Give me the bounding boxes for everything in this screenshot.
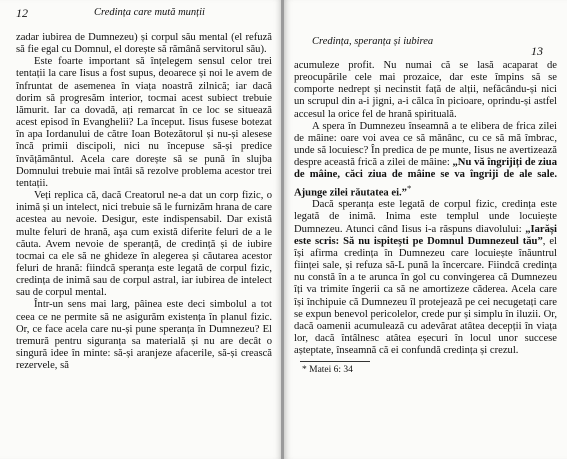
p2-text: A spera în Dumnezeu înseamnă a te elibera de frica zilei de mâine: oare voi avea ce să mănânc, cu ce să mă îmbrac, unde să locuiesc? În predica de pe munte, Iisus ne avertizează despre această frică a zilei de mâine: bbox=[294, 120, 557, 169]
left-paragraph-1: zadar iubirea de Dumnezeu) și corpul său mental (el refuză să fie egal cu Domnul, el dorește să rămână servitorul său). bbox=[16, 32, 272, 56]
right-paragraph-2 bbox=[294, 121, 557, 199]
p3-text-start: Dacă speranța este legată de corpul fizic, credința este legată de inimă. Inima este templul unde locuiește Dumnezeu. Atunci când Iisus i-a răspuns diavolului: bbox=[294, 199, 557, 235]
p2-quote: „Nu vă îngrijiți de ziua de mâine, căci ziua de mâine se va îngriji de ale sale. Ajunge zilei răutatea ei.” bbox=[294, 157, 557, 199]
right-page bbox=[284, 0, 567, 459]
p2-footnote-mark: * bbox=[406, 182, 412, 193]
left-running-title: Credința care mută munții bbox=[94, 7, 205, 18]
footnote-rule bbox=[300, 361, 370, 362]
right-running-header bbox=[294, 6, 557, 58]
left-paragraph-4: Într-un sens mai larg, pâinea este deci simbolul a tot ceea ce ne permite să ne asigurăm existența în planul fizic. Or, ce face acela care nu-și pune speranța în Dumnezeu? El tremură pentru siguranța sa materială și nu are decât o singură idee în minte: să-și aranjeze afacerile, să-și crească rezervele, să bbox=[16, 299, 272, 372]
right-paragraph-3 bbox=[294, 199, 557, 357]
left-running-header bbox=[16, 6, 272, 22]
left-page bbox=[0, 0, 282, 459]
right-body-text bbox=[294, 60, 557, 357]
left-paragraph-3: Veți replica că, dacă Creatorul ne-a dat un corp fizic, o inimă și un intelect, nici trebuie să le furnizăm hrana de care acestea au nevoie. Desigur, este indispensabil. Dar există multe feluri de hrană, aşa cum există diferite feluri de a le căuta. Avem nevoie de speranță, de credință și de iubire tocmai ca ele să ne ghideze în alegerea și căutarea acestor feluri de hrană: fiindcă speranța este legată de corpul fizic, credința de inimă sau de corpul astral, iar iubirea de intelect sau de corpul mental. bbox=[16, 190, 272, 299]
right-paragraph-1: acumuleze profit. Nu numai că se lasă acaparat de preocupările cele mai prozaice, dar este împins să se comporte nedrept și necinstit față de alții, nefăcându-și nici un scrupul din a-i jigni, a-i călca în picioare, oprindu-și astfel accesul la orice fel de hrană spirituală. bbox=[294, 60, 557, 120]
p3-quote: „Iarăși este scris: Să nu ispitești pe Domnul Dumnezeul tău” bbox=[294, 223, 557, 247]
left-paragraph-2: Este foarte important să înțelegem sensul celor trei tentații la care Iisus a fost supus, deoarece și noi le avem de înfruntat de asemenea în viața noastră zilnică; iar dacă dorim să progresăm interior, tocmai acest subiect trebuie lămurit. Iar ca dovadă, ați remarcat în ce loc se situează acest episod în Evanghelii? La început. Iisus fusese botezat în apa Iordanului de către Ioan Botezătorul și nu-și alesese încă primii discipoli, nici nu începuse să-și predice învățământul. Acela care dorește să se pună în slujba Domnului trebuie mai întâi să rezolve problema acestor trei tentații. bbox=[16, 56, 272, 189]
p3-text-end: , el își afirma credința în Dumnezeu care locuiește înăuntrul ființei sale, și refuza să-L pună la încercare. Fiindcă credința nu constă în a te arunca în gol cu convingerea că Dumnezeu îți va trimite îngerii ca să ne amortizeze căderea. Acela care își închipuie că Dumnezeu îl protejează pe cei necugetați care se expun benevol pericolelor, crede pur și simplu în iluzii. Or, dacă oamenii acumulează cu adevărat atâtea decepții în viața lor, dacă întâlnesc atâtea eșecuri în locul unor succese așteptate, înseamnă că ei confundă credința și crezul. bbox=[294, 235, 557, 357]
left-page-number: 12 bbox=[16, 6, 28, 20]
left-body-text bbox=[16, 32, 272, 372]
right-running-title: Credința, speranța și iubirea bbox=[312, 36, 434, 47]
right-page-number: 13 bbox=[531, 44, 543, 58]
footnote: * Matei 6: 34 bbox=[302, 365, 353, 376]
